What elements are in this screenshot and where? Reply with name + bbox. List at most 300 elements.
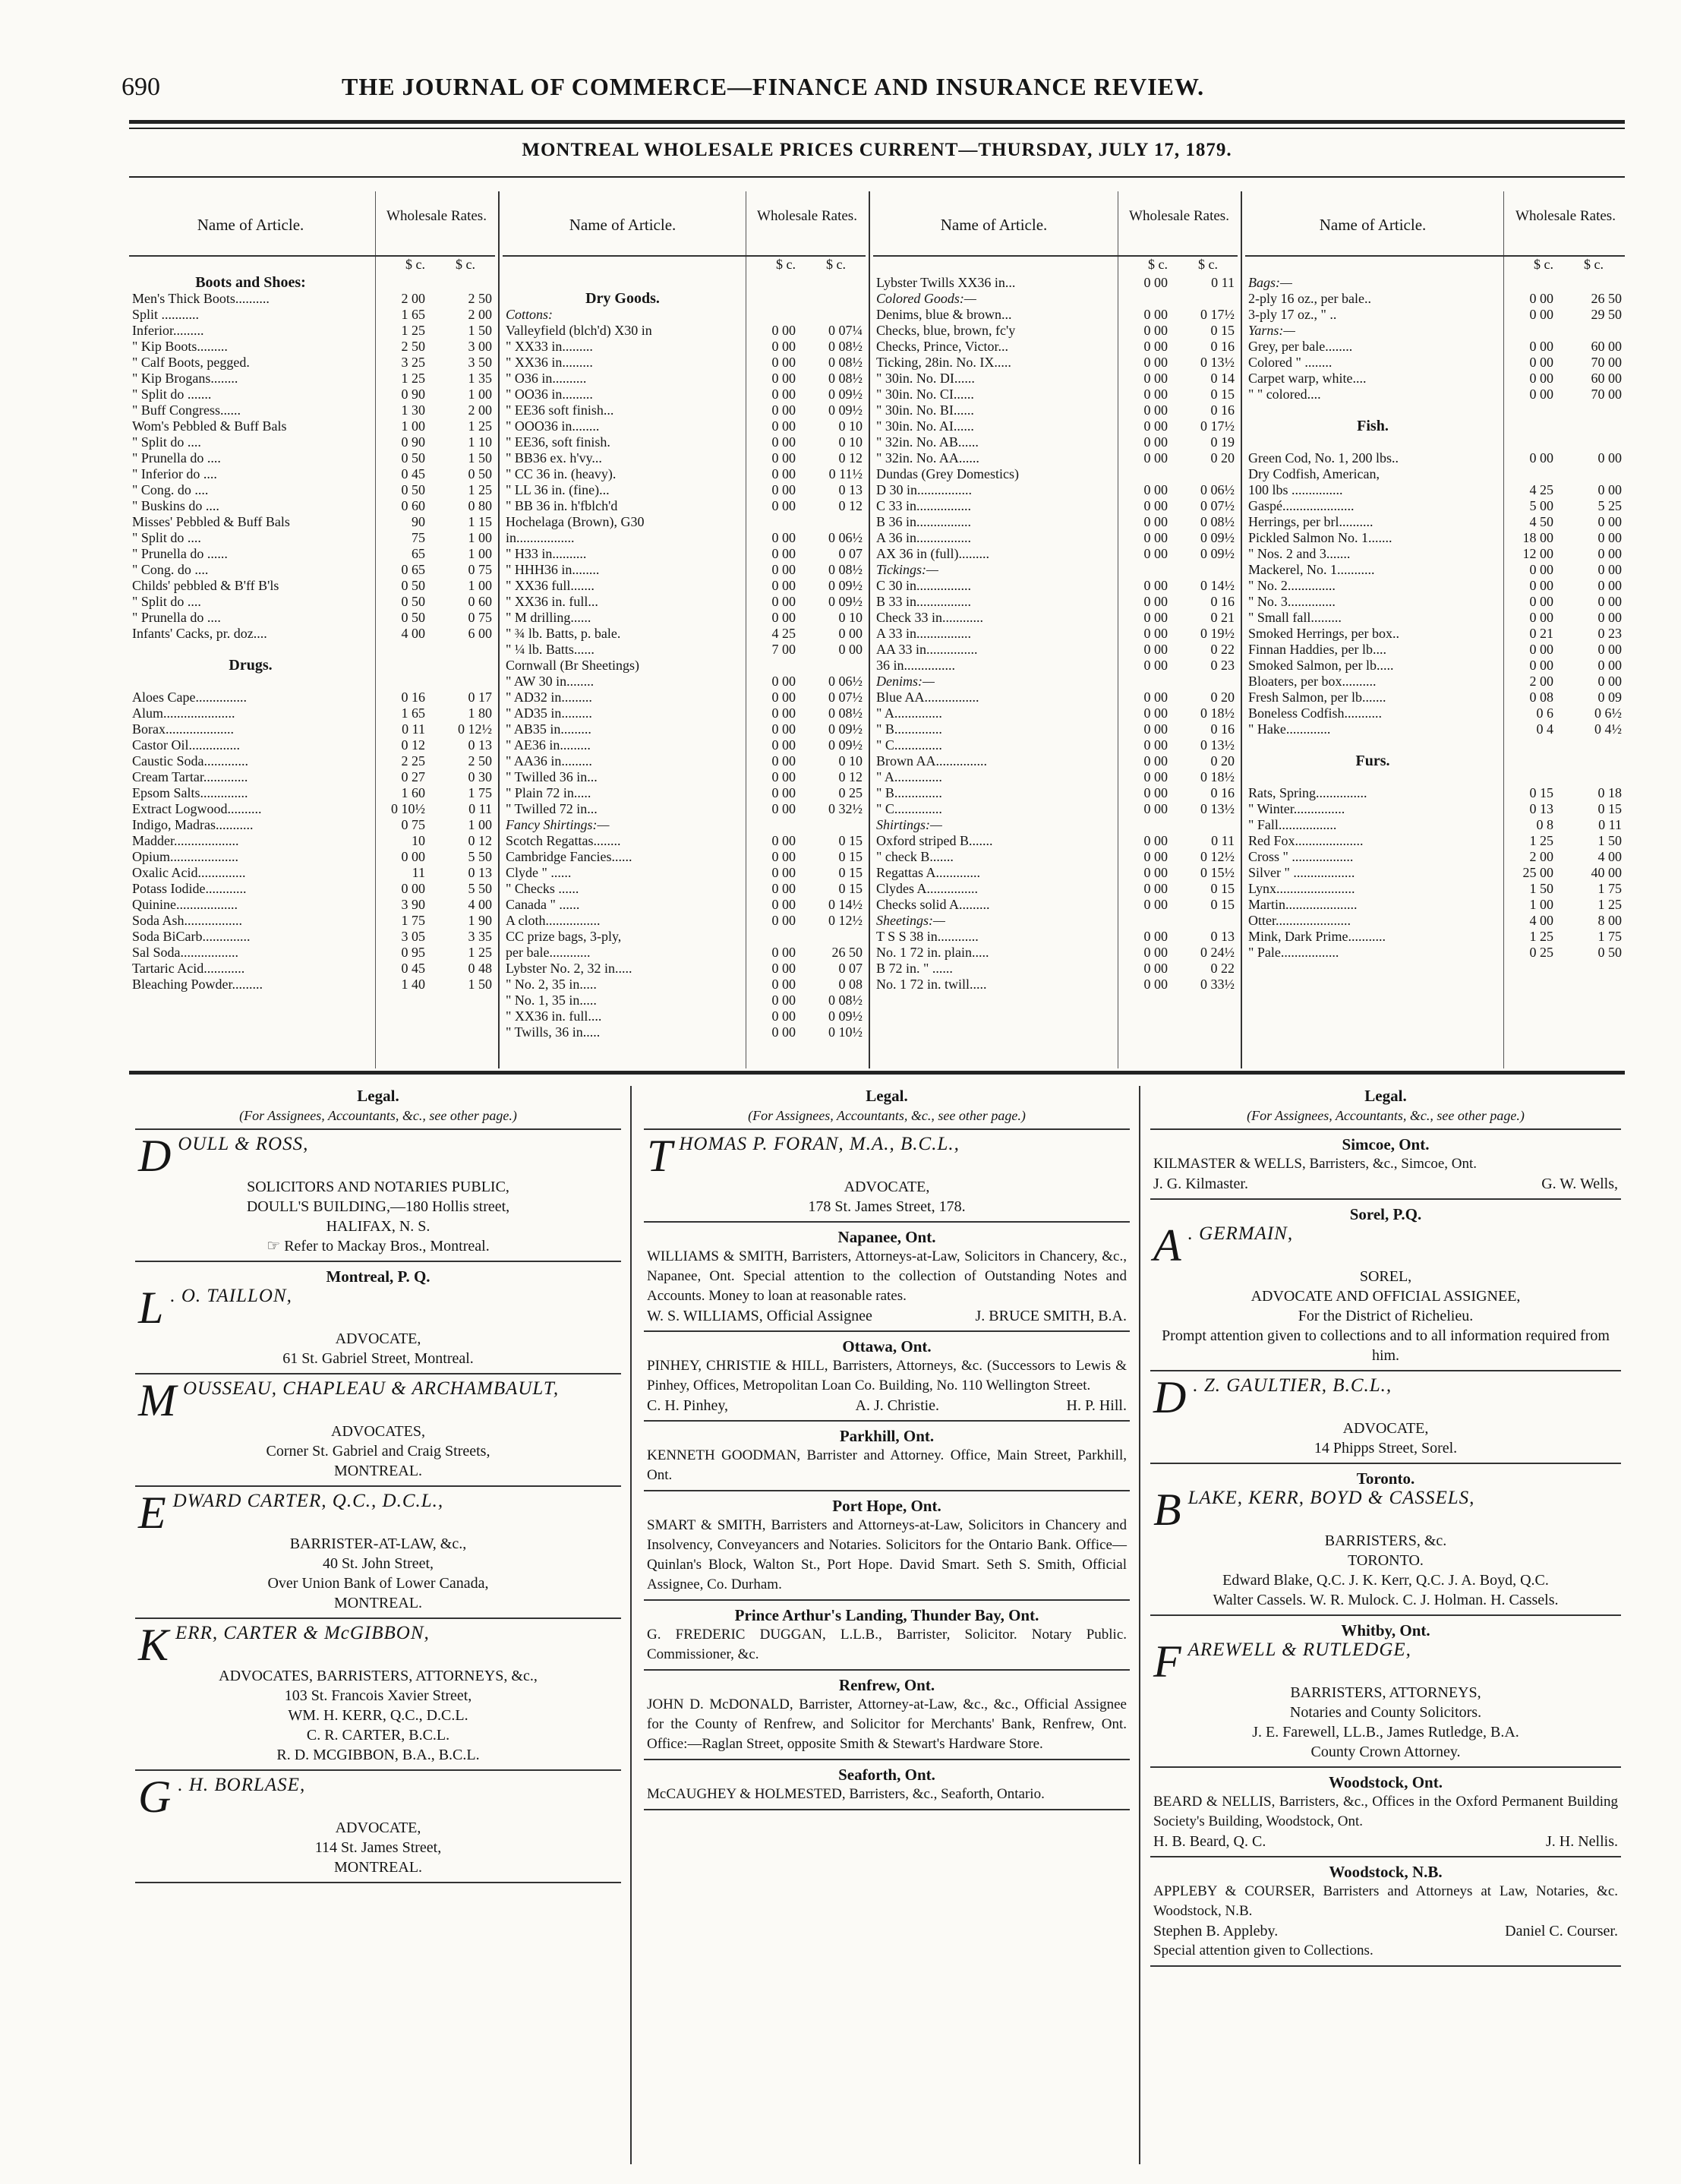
rate-high: 0 07½ (1200, 498, 1235, 513)
table-row (1245, 498, 1625, 514)
article-name: Cream Tartar............. (132, 769, 248, 784)
rate-high: 2 00 (468, 402, 492, 418)
rate-low: 0 21 (1529, 626, 1553, 641)
table-row (873, 339, 1238, 355)
rate-high: 26 50 (1591, 291, 1622, 306)
table-row (503, 658, 866, 674)
table-row (1245, 610, 1625, 626)
rate-high: 1 10 (468, 434, 492, 450)
table-row (129, 881, 495, 897)
article-name: Wom's Pebbled & Buff Bals (132, 418, 287, 434)
rate-high: 0 6½ (1594, 705, 1622, 721)
article-name: 3-ply 17 oz., " .. (1248, 307, 1337, 322)
initial-capital: E (138, 1488, 167, 1538)
table-row (129, 642, 495, 658)
table-row (503, 753, 866, 769)
card-line: MONTREAL. (333, 1595, 423, 1611)
rate-low: 0 00 (1529, 578, 1553, 593)
rate-low: 1 25 (1529, 833, 1553, 848)
rate-low: 0 00 (771, 610, 796, 625)
column-header (129, 208, 495, 257)
rate-high: 0 07 (838, 961, 863, 976)
article-name: " Twilled 36 in... (506, 769, 598, 784)
rate-high: 0 21 (1210, 610, 1235, 625)
table-row (129, 562, 495, 578)
card-location: Napanee, Ont. (837, 1228, 936, 1246)
table-row (1245, 418, 1625, 434)
rate-low: 0 00 (1143, 769, 1168, 784)
rate-high: 6 00 (468, 626, 492, 641)
rate-low: 0 12 (401, 737, 425, 753)
rate-low: 0 00 (1143, 323, 1168, 338)
card-names (1153, 1921, 1618, 1941)
rate-high: 0 13½ (1200, 355, 1235, 370)
rate-header: Wholesale Rates. (1515, 208, 1616, 224)
article-name: " 32in. No. AB...... (876, 434, 979, 450)
rate-low: 0 00 (1143, 402, 1168, 418)
rate-low: 0 00 (1529, 594, 1553, 609)
rate-high: 2 00 (468, 307, 492, 322)
table-row (503, 387, 866, 402)
rate-high: 0 16 (1210, 402, 1235, 418)
column-header (1245, 208, 1625, 257)
table-row (503, 514, 866, 530)
rate-low: 0 00 (1143, 578, 1168, 593)
table-row (503, 594, 866, 610)
rate-high: 1 00 (468, 530, 492, 545)
table-row (873, 482, 1238, 498)
article-name: " 30in. No. DI...... (876, 371, 975, 386)
table-row (1245, 275, 1625, 291)
rate-high: 0 18½ (1200, 705, 1235, 721)
rate-high: 0 06½ (828, 530, 863, 545)
table-row (873, 913, 1238, 929)
table-row (129, 626, 495, 642)
table-row (1245, 674, 1625, 690)
header-rule-thin (129, 128, 1625, 129)
rate-low: 0 00 (1529, 371, 1553, 386)
rate-high: 0 12½ (458, 721, 492, 737)
rate-low: 3 90 (401, 897, 425, 912)
table-row (129, 817, 495, 833)
table-row (873, 721, 1238, 737)
subsection-heading: Denims:— (876, 674, 935, 689)
table-row (129, 498, 495, 514)
firm-name-text: AREWELL & RUTLEDGE, (1187, 1640, 1411, 1660)
article-name: Dundas (Grey Domestics) (876, 466, 1019, 481)
header-rule (129, 120, 1625, 124)
rate-high: 0 33½ (1200, 977, 1235, 992)
rate-high: 0 09½ (828, 387, 863, 402)
rate-low: 0 00 (1143, 339, 1168, 354)
rate-high: 0 12 (838, 769, 863, 784)
table-row (873, 514, 1238, 530)
rate-low: 0 00 (1529, 387, 1553, 402)
unit-label: $ c. (1198, 257, 1218, 272)
rate-high: 0 15 (838, 865, 863, 880)
table-row (873, 291, 1238, 307)
rate-low: 0 6 (1536, 705, 1553, 721)
firm-name-text: . Z. GAULTIER, B.C.L., (1193, 1375, 1392, 1396)
units-row (129, 257, 495, 273)
section-heading: Drugs. (229, 657, 273, 674)
rate-high: 0 15 (1210, 387, 1235, 402)
rate-high: 0 00 (1597, 594, 1622, 609)
rate-high: 0 00 (1597, 610, 1622, 625)
legal-card (1150, 1200, 1621, 1371)
rate-high: 60 00 (1591, 339, 1622, 354)
table-row (503, 307, 866, 323)
legal-subheading: (For Assignees, Accountants, &c., see other page.) (644, 1106, 1130, 1130)
rate-high: 0 12½ (1200, 849, 1235, 864)
row-list (1245, 275, 1625, 961)
article-name: Inferior......... (132, 323, 204, 338)
subsection-heading: Cottons: (506, 307, 554, 322)
rate-high: 4 00 (468, 897, 492, 912)
rate-high: 0 4½ (1594, 721, 1622, 737)
card-location: Parkhill, Ont. (839, 1427, 935, 1445)
firm-name-text: LAKE, KERR, BOYD & CASSELS, (1187, 1488, 1475, 1508)
legal-card (644, 1130, 1130, 1223)
table-row (503, 402, 866, 418)
rate-low: 0 00 (771, 961, 796, 976)
rate-low: 0 90 (401, 387, 425, 402)
article-name: Cross " .................. (1248, 849, 1354, 864)
rate-high: 0 15 (838, 833, 863, 848)
article-name: " Kip Brogans........ (132, 371, 238, 386)
table-row (1245, 482, 1625, 498)
column-rule (498, 191, 500, 1068)
rate-high: 0 11½ (828, 466, 863, 481)
rate-low: 18 00 (1522, 530, 1553, 545)
article-name: " M drilling...... (506, 610, 591, 625)
firm-name (138, 1131, 618, 1181)
table-row (129, 658, 495, 674)
rate-low: 0 08 (1529, 690, 1553, 705)
table-row (873, 785, 1238, 801)
article-name: Lynx....................... (1248, 881, 1355, 896)
article-name: Split ........... (132, 307, 200, 322)
rate-high: 0 13½ (1200, 737, 1235, 753)
rate-low: 11 (412, 865, 425, 880)
rate-high: 0 24½ (1200, 945, 1235, 960)
table-row (1245, 291, 1625, 307)
rate-low: 0 00 (1143, 737, 1168, 753)
rate-high: 1 90 (468, 913, 492, 928)
card-line: ADVOCATE, (335, 1819, 421, 1836)
table-row (503, 1008, 866, 1024)
firm-name-text: HOMAS P. FORAN, M.A., B.C.L., (679, 1134, 960, 1154)
card-line: ADVOCATE, (1342, 1420, 1429, 1437)
article-name: Colored " ........ (1248, 355, 1332, 370)
row-list (129, 275, 495, 993)
card-line: J. E. Farewell, LL.B., James Rutledge, B.A. (1252, 1724, 1519, 1741)
article-name: Madder................... (132, 833, 239, 848)
card-names (1153, 1832, 1618, 1851)
table-row (1245, 355, 1625, 371)
column-divider (630, 1086, 632, 2164)
rate-header: Wholesale Rates. (757, 208, 857, 224)
card-line: BARRISTERS, &c. (1324, 1532, 1447, 1549)
rate-high: 2 50 (468, 753, 492, 769)
firm-name-text: . O. TAILLON, (170, 1286, 292, 1306)
article-name: Dry Codfish, American, (1248, 466, 1380, 481)
legal-card (135, 1130, 621, 1262)
rate-high: 1 25 (468, 418, 492, 434)
article-name: Regattas A............. (876, 865, 980, 880)
legal-card (644, 1671, 1130, 1760)
rate-high: 0 14½ (828, 897, 863, 912)
table-row (1245, 546, 1625, 562)
table-row (1245, 737, 1625, 753)
article-name: in................. (506, 530, 575, 545)
article-name: " Hake............. (1248, 721, 1331, 737)
card-text: JOHN D. McDONALD, Barrister, Attorney-at-Law, &c., &c., Official Assignee for the County of Renfrew, and Solicitor for Merchants' Bank, Renfrew, Ont. Office:—Raglan Street, opposite Smith & Stewart's Hardware Store. (647, 1696, 1127, 1752)
rate-high: 0 20 (1210, 753, 1235, 769)
article-name: " EE36 soft finish... (506, 402, 614, 418)
rate-high: 0 23 (1597, 626, 1622, 641)
article-name: Bloaters, per box.......... (1248, 674, 1377, 689)
table-row (873, 610, 1238, 626)
table-row (873, 961, 1238, 977)
legal-card (1150, 1616, 1621, 1768)
table-row (503, 690, 866, 705)
units-row (503, 257, 866, 273)
table-row (129, 721, 495, 737)
table-row (129, 387, 495, 402)
table-row (129, 913, 495, 929)
rate-high: 0 07 (838, 546, 863, 561)
rate-low: 0 00 (771, 833, 796, 848)
rate-high: 0 17 (468, 690, 492, 705)
rate-high: 1 00 (468, 546, 492, 561)
rate-high: 1 80 (468, 705, 492, 721)
rate-low: 0 00 (1143, 977, 1168, 992)
firm-name (1153, 1372, 1618, 1422)
rate-low: 0 00 (771, 418, 796, 434)
article-name: Lybster Twills XX36 in... (876, 275, 1016, 290)
prices-title: MONTREAL WHOLESALE PRICES CURRENT—THURSDAY, JULY 17, 1879. (522, 140, 1232, 160)
card-line: 103 St. Francois Xavier Street, (284, 1687, 472, 1704)
rate-low: 0 00 (1143, 849, 1168, 864)
legal-card (644, 1422, 1130, 1491)
rate-low: 0 00 (771, 355, 796, 370)
rate-high: 70 00 (1591, 387, 1622, 402)
article-name: " check B....... (876, 849, 954, 864)
article-name: " Prunella do .... (132, 610, 221, 625)
article-name: " Twilled 72 in... (506, 801, 598, 816)
firm-name (138, 1375, 618, 1425)
rate-high: 0 10 (838, 418, 863, 434)
table-row (503, 371, 866, 387)
firm-name-text: . GERMAIN, (1187, 1223, 1294, 1244)
rate-high: 8 00 (1597, 913, 1622, 928)
table-row (1245, 769, 1625, 785)
article-name: Potass Iodide............ (132, 881, 247, 896)
rate-high: 0 09½ (828, 1008, 863, 1024)
article-name: Indigo, Madras........... (132, 817, 254, 832)
rate-low: 0 00 (771, 339, 796, 354)
prices-bottom-rule (129, 1071, 1625, 1075)
article-name: " Nos. 2 and 3....... (1248, 546, 1351, 561)
rate-low: 0 00 (1143, 450, 1168, 466)
article-name: " EE36, soft finish. (506, 434, 610, 450)
card-name: Daniel C. Courser. (1505, 1923, 1618, 1939)
table-row (503, 642, 866, 658)
rate-high: 1 25 (468, 945, 492, 960)
table-row (873, 865, 1238, 881)
rate-high: 0 11 (1211, 275, 1235, 290)
rate-high: 0 50 (468, 466, 492, 481)
rate-high: 0 22 (1210, 642, 1235, 657)
table-row (503, 434, 866, 450)
title-rule (129, 176, 1625, 178)
rate-high: 0 00 (1597, 562, 1622, 577)
card-line: TORONTO. (1348, 1552, 1424, 1569)
rate-low: 3 25 (401, 355, 425, 370)
table-row (503, 578, 866, 594)
article-name: Valleyfield (blch'd) X30 in (506, 323, 652, 338)
table-row (503, 275, 866, 291)
rate-low: 0 00 (771, 801, 796, 816)
card-line: ☞ Refer to Mackay Bros., Montreal. (266, 1238, 490, 1255)
article-name: B 72 in. " ...... (876, 961, 953, 976)
table-row (873, 418, 1238, 434)
rate-high: 0 08½ (828, 371, 863, 386)
rate-high: 0 16 (1210, 721, 1235, 737)
journal-title: THE JOURNAL OF COMMERCE—FINANCE AND INSURANCE REVIEW. (342, 73, 1205, 100)
table-row (873, 801, 1238, 817)
article-name: " OO36 in......... (506, 387, 593, 402)
rate-high: 0 19 (1210, 434, 1235, 450)
rate-high: 0 11 (1598, 817, 1622, 832)
article-name: Soda BiCarb.............. (132, 929, 251, 944)
rate-low: 0 00 (771, 1008, 796, 1024)
card-line: MONTREAL. (333, 1463, 423, 1479)
article-name: " Pale................. (1248, 945, 1339, 960)
rate-high: 1 00 (468, 387, 492, 402)
rate-low: 1 50 (1529, 881, 1553, 896)
legal-card (644, 1491, 1130, 1601)
legal-card (135, 1374, 621, 1487)
legal-column-2 (644, 1086, 1130, 2164)
card-line: WM. H. KERR, Q.C., D.C.L. (288, 1707, 468, 1724)
rate-high: 1 75 (1597, 929, 1622, 944)
table-row (503, 833, 866, 849)
rate-high: 0 00 (1597, 530, 1622, 545)
row-list (873, 275, 1238, 993)
name-header: Name of Article. (197, 216, 304, 234)
column-header (503, 208, 866, 257)
article-name: " Prunella do .... (132, 450, 221, 466)
rate-low: 0 00 (771, 993, 796, 1008)
table-row (503, 339, 866, 355)
rate-low: 0 95 (401, 945, 425, 960)
table-row (129, 275, 495, 291)
rate-high: 0 10 (838, 434, 863, 450)
rate-low: 75 (412, 530, 425, 545)
rate-low: 0 00 (1529, 642, 1553, 657)
legal-card (644, 1760, 1130, 1810)
initial-capital: B (1153, 1485, 1182, 1535)
rate-low: 0 00 (1143, 307, 1168, 322)
row-list (503, 275, 866, 1040)
rate-high: 0 14½ (1200, 578, 1235, 593)
table-row (129, 482, 495, 498)
article-name: " 30in. No. CI...... (876, 387, 974, 402)
rate-low: 0 25 (1529, 945, 1553, 960)
rate-low: 1 00 (401, 418, 425, 434)
article-name: Infants' Cacks, pr. doz.... (132, 626, 267, 641)
rate-low: 0 00 (771, 753, 796, 769)
firm-name-text: . H. BORLASE, (178, 1775, 306, 1795)
rate-high: 0 16 (1210, 594, 1235, 609)
rate-low: 0 00 (1529, 307, 1553, 322)
legal-card (135, 1487, 621, 1619)
price-column-4 (1245, 191, 1625, 1068)
firm-name (1153, 1220, 1618, 1270)
rate-high: 0 08½ (828, 705, 863, 721)
article-name: " XX36 in......... (506, 355, 593, 370)
card-name: J. H. Nellis. (1546, 1833, 1618, 1850)
table-row (503, 897, 866, 913)
rate-high: 0 09½ (828, 737, 863, 753)
table-row (129, 674, 495, 690)
article-name: Bleaching Powder......... (132, 977, 263, 992)
rate-high: 0 12½ (828, 913, 863, 928)
table-row (873, 642, 1238, 658)
rate-low: 0 00 (771, 881, 796, 896)
table-row (129, 434, 495, 450)
rate-low: 0 00 (401, 849, 425, 864)
table-row (503, 530, 866, 546)
table-row (873, 307, 1238, 323)
rate-header: Wholesale Rates. (386, 208, 487, 224)
table-row (503, 801, 866, 817)
table-row (1245, 323, 1625, 339)
table-row (503, 674, 866, 690)
card-location: Prince Arthur's Landing, Thunder Bay, Ont. (734, 1606, 1039, 1624)
table-row (129, 418, 495, 434)
table-row (129, 737, 495, 753)
rate-high: 0 08½ (1200, 514, 1235, 529)
rate-high: 1 50 (1597, 833, 1622, 848)
article-name: Aloes Cape............... (132, 690, 247, 705)
rate-low: 3 05 (401, 929, 425, 944)
article-name: " Split do .... (132, 530, 201, 545)
card-line: 178 St. James Street, 178. (808, 1198, 966, 1215)
table-row (1245, 881, 1625, 897)
card-location: Sorel, P.Q. (1349, 1205, 1422, 1223)
initial-capital: L (138, 1283, 165, 1333)
initial-capital: M (138, 1375, 177, 1425)
rate-low: 0 00 (1143, 929, 1168, 944)
article-name: Check 33 in............ (876, 610, 983, 625)
rate-low: 10 (412, 833, 425, 848)
legal-column-1 (135, 1086, 621, 2164)
article-name: " XX36 full....... (506, 578, 594, 593)
rate-low: 0 00 (401, 881, 425, 896)
rate-low: 0 16 (401, 690, 425, 705)
article-name: " Cong. do .... (132, 482, 209, 497)
rate-low: 4 00 (401, 626, 425, 641)
rate-high: 0 20 (1210, 450, 1235, 466)
article-name: " AB35 in......... (506, 721, 591, 737)
table-row (129, 514, 495, 530)
rate-high: 1 25 (1597, 897, 1622, 912)
card-name: J. G. Kilmaster. (1153, 1176, 1248, 1192)
rate-low: 1 30 (401, 402, 425, 418)
